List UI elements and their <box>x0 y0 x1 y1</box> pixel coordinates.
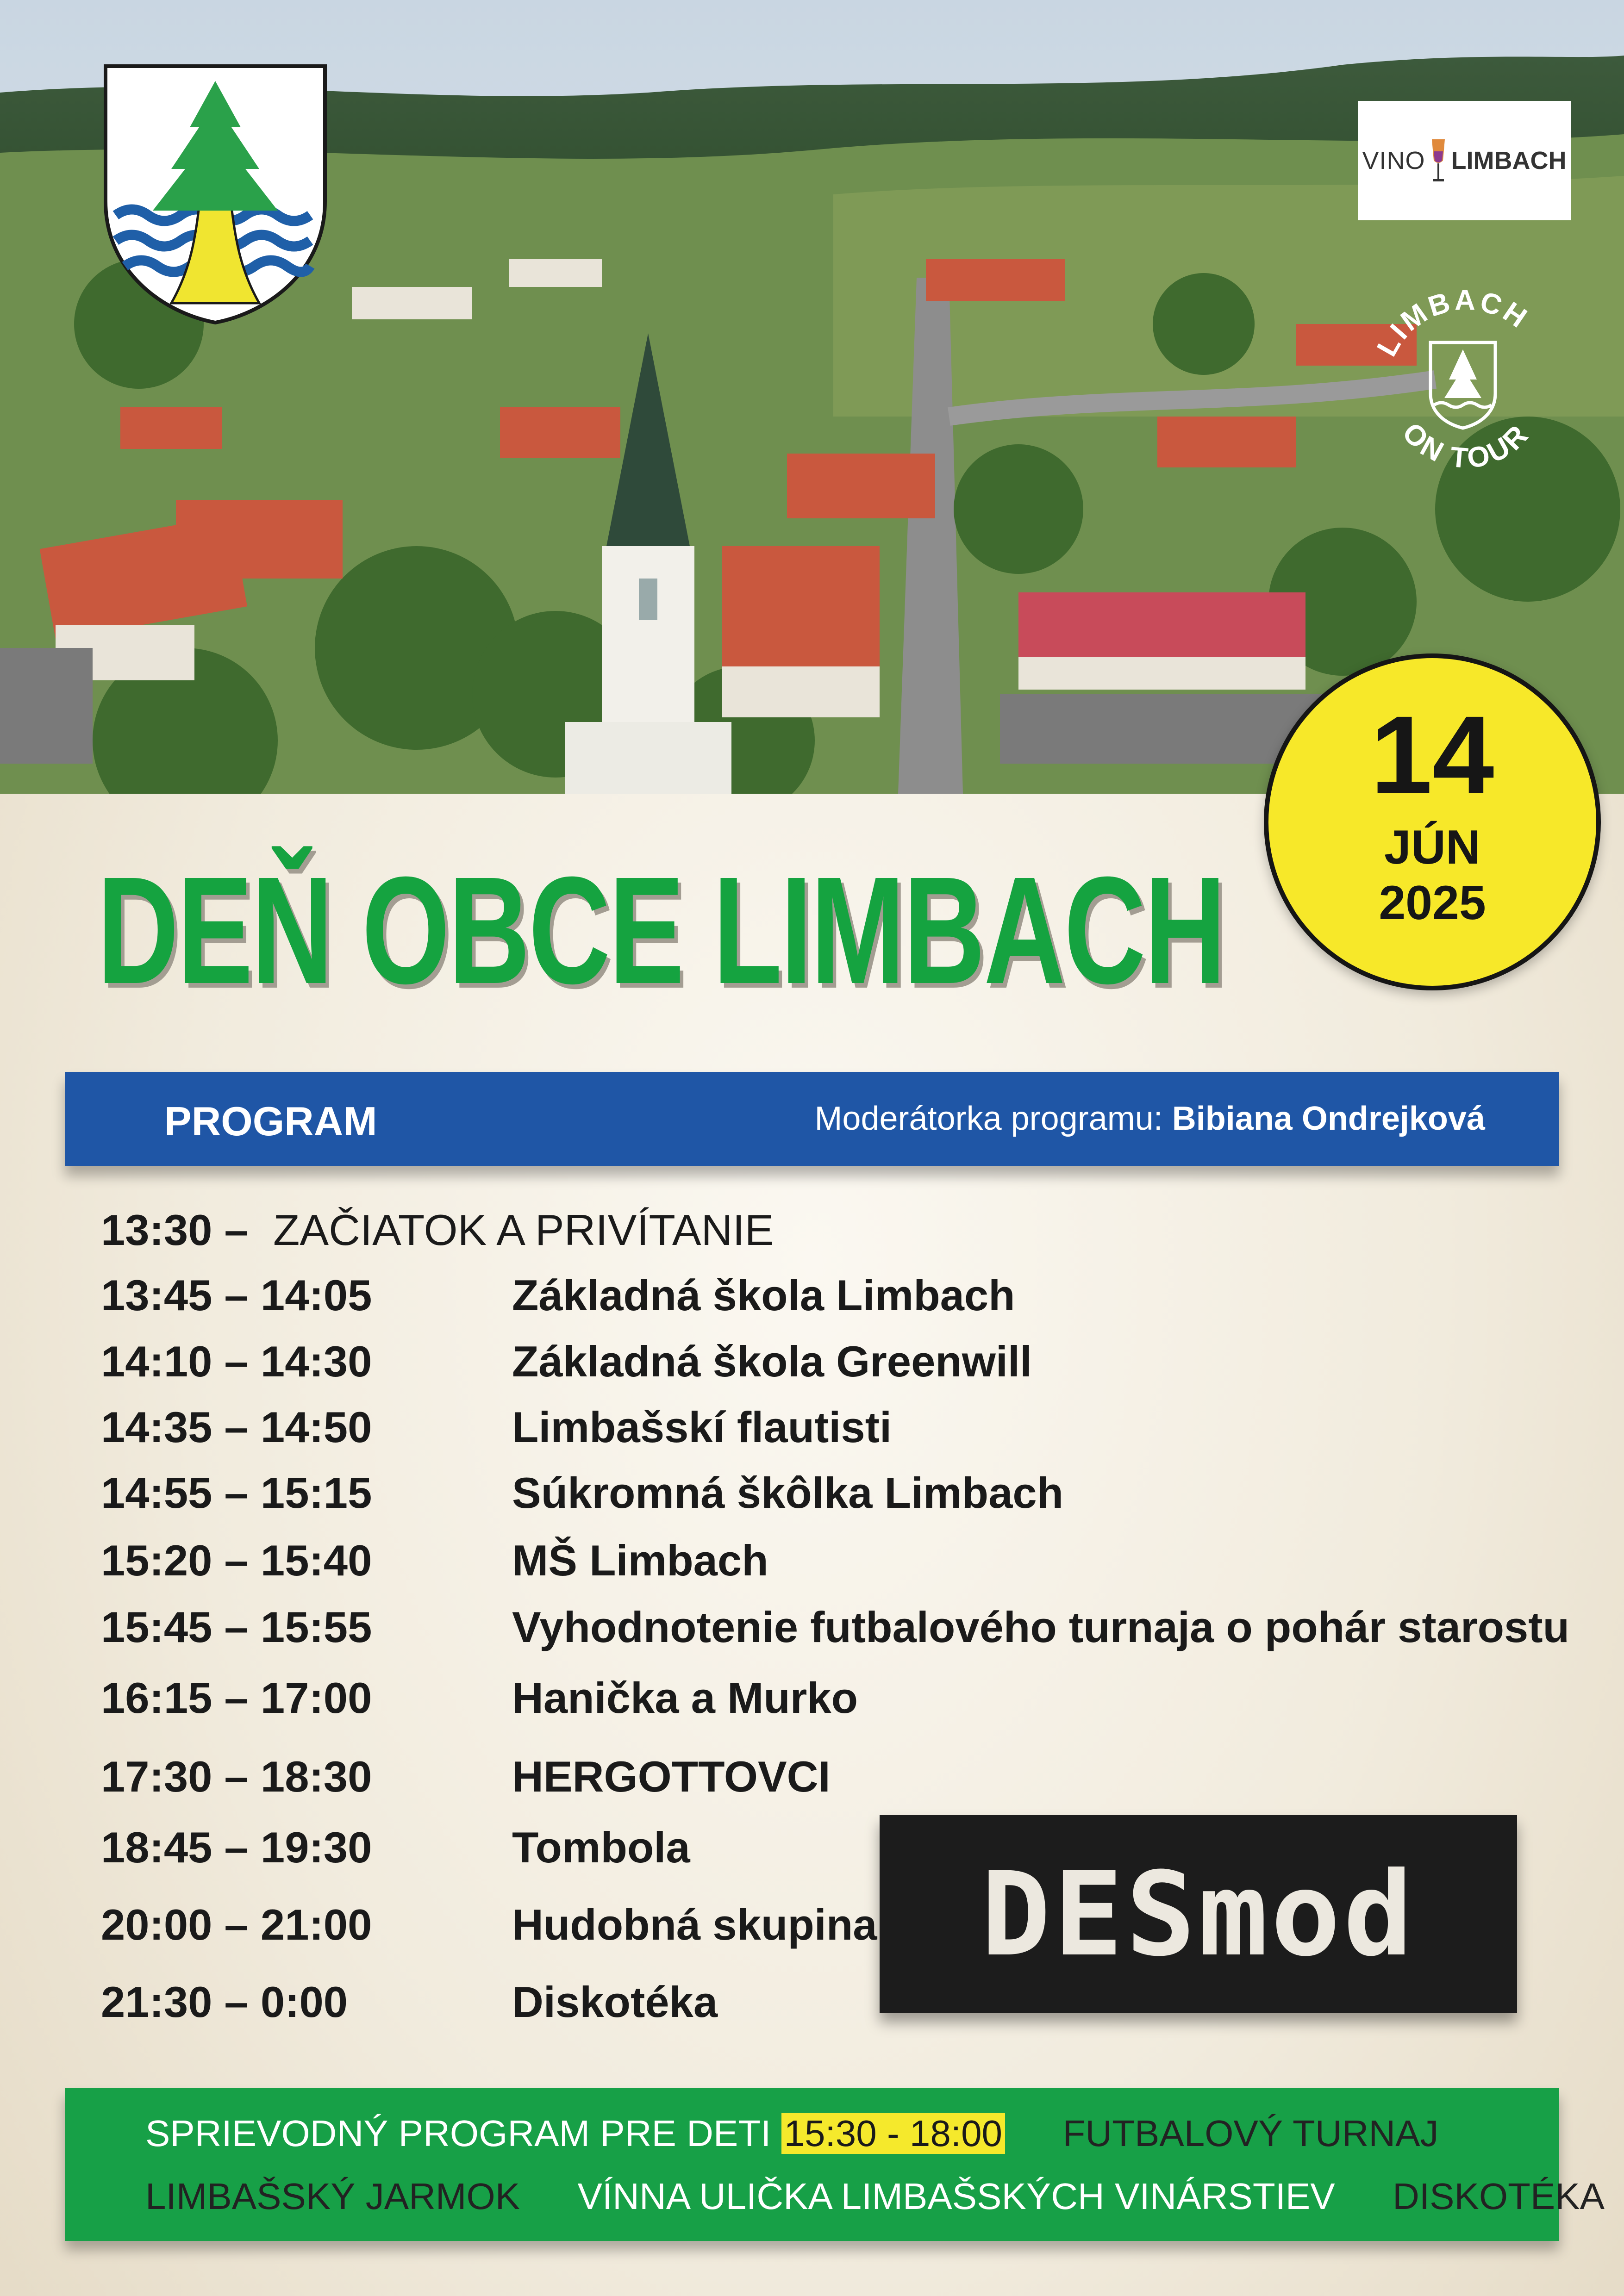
schedule-item: Diskotéka <box>512 1978 718 2026</box>
kids-program-time: 15:30 - 18:00 <box>781 2113 1005 2154</box>
vino-label: VINO <box>1362 147 1425 174</box>
footer-line-1 <box>145 2112 1439 2155</box>
schedule-item: HERGOTTOVCI <box>512 1752 831 1801</box>
schedule-item: Tombola <box>512 1823 690 1872</box>
event-title: DEŇ OBCE LIMBACH <box>97 845 1225 1015</box>
schedule-item: ZAČIATOK A PRIVÍTANIE <box>273 1206 774 1254</box>
schedule-time: 20:00 – 21:00 <box>101 1900 372 1949</box>
date-day: 14 <box>1370 693 1494 817</box>
limbach-label: LIMBACH <box>1451 147 1567 174</box>
date-year: 2025 <box>1379 876 1486 930</box>
program-header-bar <box>65 1072 1559 1166</box>
schedule-item: Hudobná skupina <box>512 1900 877 1949</box>
schedule-time: 18:45 – 19:30 <box>101 1823 372 1872</box>
event-date-badge <box>1264 653 1601 990</box>
wine-street-label: VÍNNA ULIČKA LIMBAŠSKÝCH VINÁRSTIEV <box>577 2176 1335 2217</box>
limbach-on-tour-badge <box>1356 259 1569 500</box>
schedule-time: 13:45 – 14:05 <box>101 1271 372 1319</box>
schedule-time: 21:30 – 0:00 <box>101 1978 348 2026</box>
schedule-time: 15:45 – 15:55 <box>101 1603 372 1651</box>
schedule-item: Základná škola Greenwill <box>512 1337 1032 1386</box>
footer-line-2 <box>145 2175 1605 2218</box>
coat-of-arms-icon <box>102 62 329 326</box>
wine-glass-icon <box>1430 137 1447 184</box>
moderator-label: Moderátorka programu: <box>814 1100 1163 1137</box>
football-tournament-label: FUTBALOVÝ TURNAJ <box>1062 2113 1439 2154</box>
desmod-band-logo <box>880 1815 1517 2013</box>
program-label: PROGRAM <box>164 1098 377 1144</box>
band-logo-text: DESmod <box>981 1847 1416 1982</box>
schedule-item: Súkromná škôlka Limbach <box>512 1468 1064 1517</box>
spruce-tree-coat-of-arms-icon <box>102 62 329 326</box>
schedule-time: 16:15 – 17:00 <box>101 1674 372 1722</box>
schedule-time: 14:10 – 14:30 <box>101 1337 372 1386</box>
schedule-time: 13:30 – <box>101 1206 249 1254</box>
schedule-time: 14:35 – 14:50 <box>101 1403 372 1451</box>
schedule-item: Základná škola Limbach <box>512 1271 1015 1319</box>
moderator-name: Bibiana Ondrejková <box>1172 1100 1485 1137</box>
kids-program-label: SPRIEVODNÝ PROGRAM PRE DETI <box>145 2113 771 2154</box>
schedule-item: Vyhodnotenie futbalového turnaja o pohár starostu <box>512 1603 1569 1651</box>
schedule-item: Limbašskí flautisti <box>512 1403 892 1451</box>
vino-limbach-logo <box>1358 101 1571 220</box>
moderator-info <box>814 1100 1485 1138</box>
schedule-item: MŠ Limbach <box>512 1536 768 1585</box>
tour-badge-graphic <box>1356 259 1569 500</box>
tour-bottom-text: ON TOUR <box>1396 417 1536 475</box>
fair-label: LIMBAŠSKÝ JARMOK <box>145 2176 520 2217</box>
date-month: JÚN <box>1384 821 1481 874</box>
schedule-time: 14:55 – 15:15 <box>101 1468 372 1517</box>
tour-top-text: LIMBACH <box>1371 284 1535 362</box>
schedule-time: 15:20 – 15:40 <box>101 1536 372 1585</box>
schedule-time: 17:30 – 18:30 <box>101 1752 372 1801</box>
schedule-item: Hanička a Murko <box>512 1674 858 1722</box>
schedule-row <box>101 1205 774 1255</box>
disco-label: DISKOTÉKA <box>1393 2176 1605 2217</box>
side-program-footer <box>65 2088 1605 2241</box>
